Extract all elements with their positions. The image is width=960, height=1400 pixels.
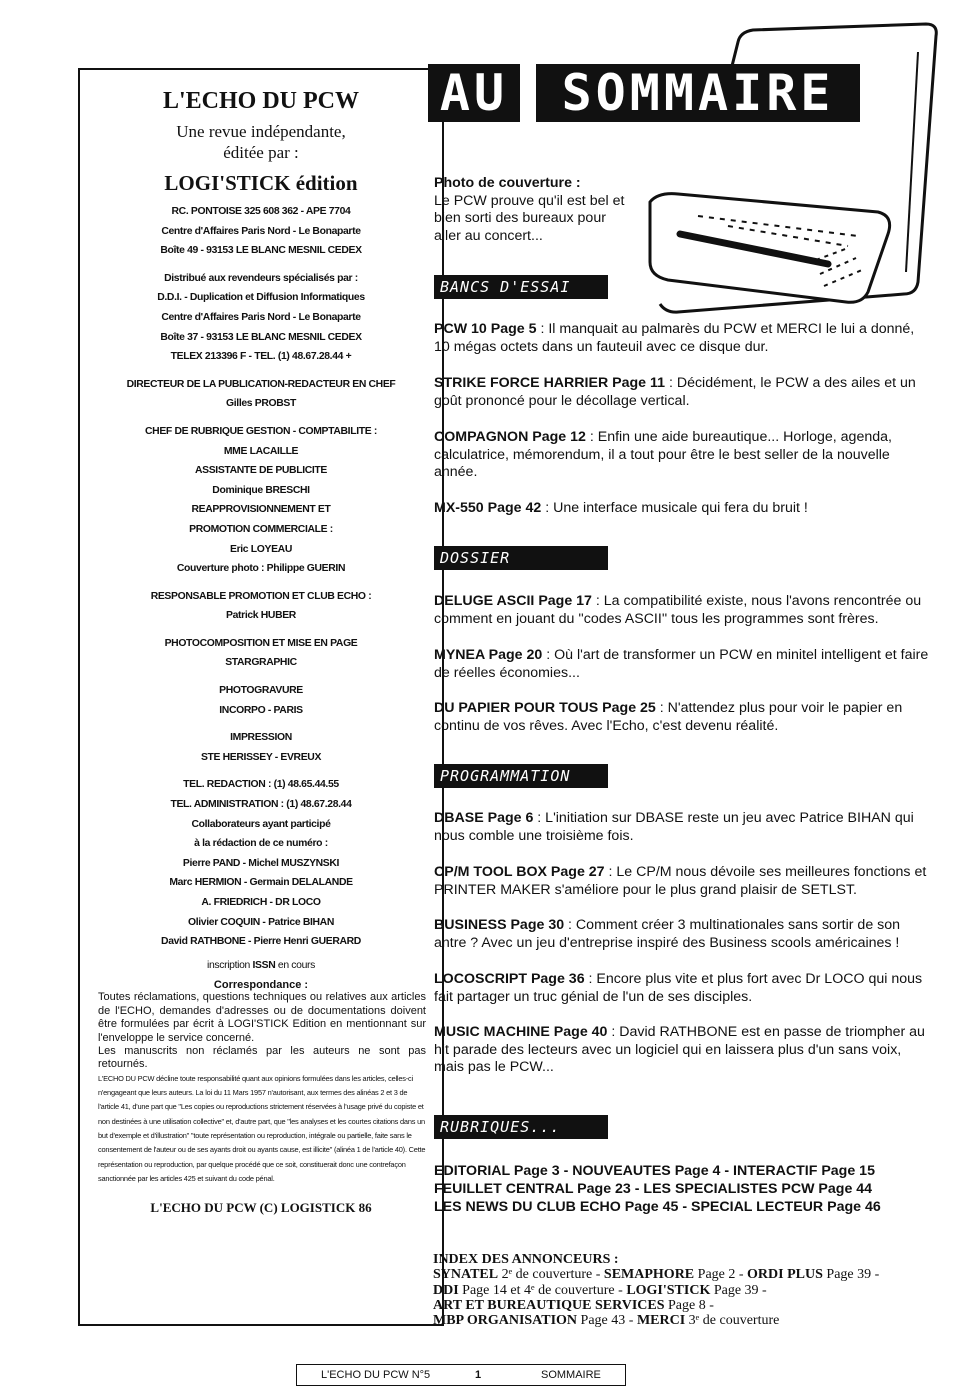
page-number: 1 xyxy=(475,1369,482,1381)
rubriques-list xyxy=(434,1162,934,1216)
section-rubriques: RUBRIQUES... xyxy=(434,1115,608,1139)
article-item: BUSINESS Page 30 : Comment créer 3 multinationales sans sortir de son antre ? Avec un jeu d'entreprise inspiré des Business scools américaines ! xyxy=(434,917,901,951)
article-item: DU PAPIER POUR TOUS Page 25 : N'attendez plus pour voir le papier en continu de vos rêves. Avec l'Echo, c'est devenu réalité. xyxy=(434,700,903,734)
advertisers-index xyxy=(433,1252,933,1328)
role-title: PHOTOGRAVURE xyxy=(219,685,303,697)
distributor-line: TELEX 213396 F - TEL. (1) 48.67.28.44 + xyxy=(170,351,352,363)
article-item: STRIKE FORCE HARRIER Page 11 : Décidément, le PCW a des ailes et un goût prononcé pour le décollage vertical. xyxy=(434,375,916,409)
manuscripts-notice: Les manuscrits non réclamés par les auteurs ne sont pas retournés. xyxy=(98,1045,426,1071)
masthead-box xyxy=(78,68,444,1326)
section-bancs-d-essai: BANCS D'ESSAI xyxy=(434,275,608,299)
masthead-copyright: L'ECHO DU PCW (C) LOGISTICK 86 xyxy=(150,1200,372,1216)
role-title: IMPRESSION xyxy=(230,732,292,744)
advertisers-line: MBP ORGANISATION Page 43 - MERCI 3ᵉ de couverture xyxy=(433,1313,780,1329)
distributor-line: D.D.I. - Duplication et Diffusion Informatiques xyxy=(157,292,365,304)
footer-section: SOMMAIRE xyxy=(541,1369,601,1381)
article-item: DBASE Page 6 : L'initiation sur DBASE reste un jeu avec Patrice BIHAN qui nous comble une troisième fois. xyxy=(434,810,914,844)
article-item: COMPAGNON Page 12 : Enfin une aide bureautique... Horloge, agenda, calculatrice, mémorendum, il a tout pour être le best seller de la nouvelle année. xyxy=(434,429,892,480)
role-name: Eric LOYEAU xyxy=(230,543,292,555)
contributors-line: Marc HERMION - Germain DELALANDE xyxy=(169,877,353,889)
correspondence-title: Correspondance : xyxy=(213,979,309,992)
article-item: DELUGE ASCII Page 17 : La compatibilité existe, nous l'avons rencontrée ou comment en jouant du ''codes ASCII'' tous les programmes sont frères. xyxy=(434,593,922,627)
section-programmation: PROGRAMMATION xyxy=(434,764,608,788)
title-word-sommaire: SOMMAIRE xyxy=(536,64,860,122)
role-title: DIRECTEUR DE LA PUBLICATION-REDACTEUR EN CHEF xyxy=(126,378,396,390)
article-item: MUSIC MACHINE Page 40 : David RATHBONE est en passe de triompher au hit parade des lecteurs avec un logiciel qui en laissera plus d'un sans voix, mais pas le PCW... xyxy=(434,1024,925,1075)
issn-line: inscription ISSN en cours xyxy=(207,959,315,971)
publisher-address xyxy=(80,202,442,261)
rubriques-line: EDITORIAL Page 3 - NOUVEAUTES Page 4 - INTERACTIF Page 15 xyxy=(434,1163,875,1179)
contributors-line: A. FRIEDRICH - DR LOCO xyxy=(201,897,321,908)
photocomposition-block xyxy=(80,634,442,673)
contributors-line: Pierre PAND - Michel MUSZYNSKI xyxy=(182,857,340,869)
staff-block xyxy=(80,422,442,579)
contributors-line: Olivier COQUIN - Patrice BIHAN xyxy=(188,916,334,928)
address-line: Centre d'Affaires Paris Nord - Le Bonaparte xyxy=(161,225,361,237)
publisher-name: LOGI'STICK édition xyxy=(164,171,358,195)
role-title: REAPPROVISIONNEMENT ET xyxy=(191,504,331,516)
distributor-line: Distribué aux revendeurs spécialisés par : xyxy=(164,272,358,284)
role-name: STARGRAPHIC xyxy=(225,657,297,669)
rubriques-line: LES NEWS DU CLUB ECHO Page 45 - SPECIAL LECTEUR Page 46 xyxy=(434,1199,881,1215)
advertisers-line: DDI Page 14 et 4ᵉ de couverture - LOGI'STICK Page 39 - xyxy=(433,1282,767,1298)
footer-issue: L'ECHO DU PCW N°5 xyxy=(321,1369,431,1381)
role-title: PHOTOCOMPOSITION ET MISE EN PAGE xyxy=(164,637,358,649)
phone-line: TEL. REDACTION : (1) 48.65.44.55 xyxy=(183,779,339,791)
cover-caption-text: Le PCW prouve qu'il est bel et bien sorti des bureaux pour aller au concert... xyxy=(434,192,625,244)
role-name: Gilles PROBST xyxy=(226,398,296,410)
advertisers-line: ART ET BUREAUTIQUE SERVICES Page 8 - xyxy=(433,1297,714,1313)
contributors-line: à la rédaction de ce numéro : xyxy=(194,838,328,850)
director-block xyxy=(80,375,442,414)
role-name: Dominique BRESCHI xyxy=(212,484,310,496)
role-name: Patrick HUBER xyxy=(226,610,296,622)
role-title: ASSISTANTE DE PUBLICITE xyxy=(194,465,328,477)
masthead-subtitle-1: Une revue indépendante, xyxy=(176,122,346,141)
contributors-line: David RATHBONE - Pierre Henri GUERARD xyxy=(161,936,361,948)
cover-caption-label: Photo de couverture : xyxy=(434,175,581,191)
phone-line: TEL. ADMINISTRATION : (1) 48.67.28.44 xyxy=(170,799,352,811)
promotion-block xyxy=(80,587,442,626)
correspondence-text: Toutes réclamations, questions techniques ou relatives aux articles de l'ECHO, demandes d'adresses ou de documentations doivent être formulées par écrit à LOGI'STICK Edition en mentionnant sur l'enveloppe le service concerné. xyxy=(98,991,426,1044)
role-title: RESPONSABLE PROMOTION ET CLUB ECHO : xyxy=(150,590,372,602)
role-title: PROMOTION COMMERCIALE : xyxy=(189,523,333,535)
role-title: CHEF DE RUBRIQUE GESTION - COMPTABILITE : xyxy=(145,425,377,437)
role-name: STE HERISSEY - EVREUX xyxy=(200,751,322,763)
advertisers-line: SYNATEL 2ᵉ de couverture - SEMAPHORE Page 2 - ORDI PLUS Page 39 - xyxy=(433,1267,880,1283)
photogravure-block xyxy=(80,681,442,720)
role-name: INCORPO - PARIS xyxy=(219,704,303,716)
cover-photo-credit: Couverture photo : Philippe GUERIN xyxy=(176,563,346,575)
distributor-line: Boîte 37 - 93153 LE BLANC MESNIL CEDEX xyxy=(160,331,362,343)
article-item: MX-550 Page 42 : Une interface musicale qui fera du bruit ! xyxy=(434,500,808,516)
contributors-line: Collaborateurs ayant participé xyxy=(191,818,331,830)
address-line: RC. PONTOISE 325 608 362 - APE 7704 xyxy=(171,206,351,217)
article-item: CP/M TOOL BOX Page 27 : Le CP/M nous dévoile ses meilleures fonctions et PRINTER MAKER s'améliore pour le plus grand plaisir de SETLST. xyxy=(434,864,927,898)
masthead-title: L'ECHO DU PCW xyxy=(162,88,359,114)
contributors-block xyxy=(80,775,442,951)
rubriques-line: FEUILLET CENTRAL Page 23 - LES SPECIALISTES PCW Page 44 xyxy=(434,1181,873,1197)
article-item: PCW 10 Page 5 : Il manquait au palmarès du PCW et MERCI le lui a donné, 10 mégas octets dans un fauteuil avec ce disque dur. xyxy=(434,321,915,355)
article-item: MYNEA Page 20 : Où l'art de transformer un PCW en minitel intelligent et faire de réelles économies... xyxy=(434,647,929,681)
distributor-block xyxy=(80,269,442,367)
section-dossier: DOSSIER xyxy=(434,546,608,570)
masthead-subtitle-2: éditée par : xyxy=(223,143,299,162)
distributor-line: Centre d'Affaires Paris Nord - Le Bonaparte xyxy=(161,311,361,323)
advertisers-index-title: INDEX DES ANNONCEURS : xyxy=(433,1252,619,1267)
article-item: LOCOSCRIPT Page 36 : Encore plus vite et plus fort avec Dr LOCO qui nous fait partager un truc génial de l'un de ses disciples. xyxy=(434,971,923,1005)
role-name: MME LACAILLE xyxy=(223,445,299,457)
title-word-au: AU xyxy=(428,64,520,122)
page-footer xyxy=(296,1364,626,1386)
legal-notice: L'ECHO DU PCW décline toute responsabilité quant aux opinions formulées dans les articles, celles-ci n'engageant que leurs auteurs. La loi du 11 Mars 1957 n'autorisant, aux termes des alinéas 2 et 3 de l'article 41, d'une part que "Les copies ou reproductions strictement réservées à l'usage privé du copiste et non destinées à une utilisation collective" et, d'autre part, que "les analyses et les courtes citations dans un but d'exemple et d'illustration" "toute représentation ou reproduction, intégrale ou partielle, faite sans le consentement de l'auteur ou de ses ayants droit ou ayants cause, est illicite" (alinéa 1 de l'article 40). Cette représentation ou reproduction, par quelque procédé que ce soit, constituerait donc une contrefaçon sanctionnée par les articles 425 et suivant du code pénal. xyxy=(98,1073,426,1183)
address-line: Boîte 49 - 93153 LE BLANC MESNIL CEDEX xyxy=(160,245,362,257)
cover-caption xyxy=(434,175,634,245)
impression-block xyxy=(80,728,442,767)
